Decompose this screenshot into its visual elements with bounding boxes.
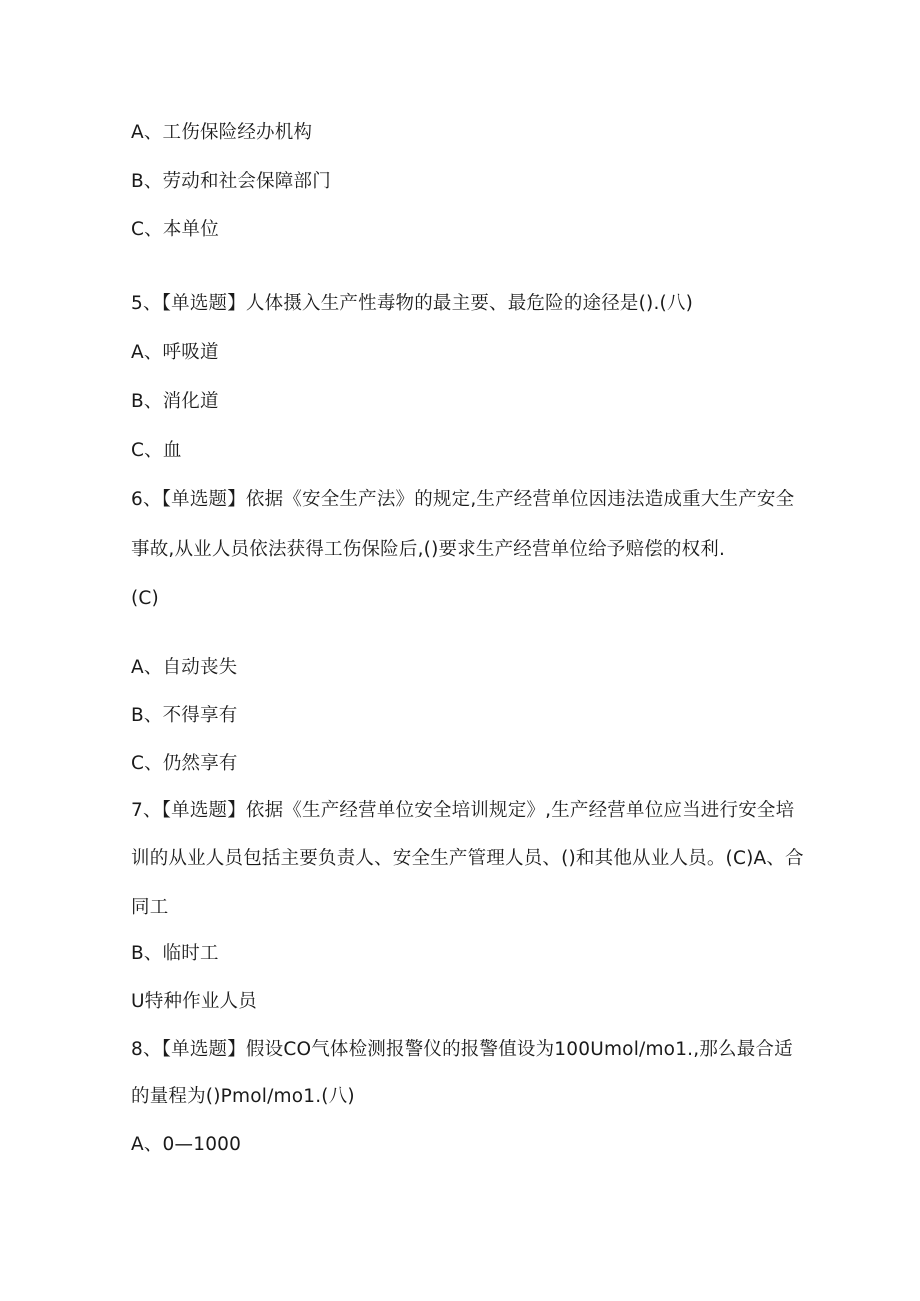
q7-stem-line3: 同工 [131, 897, 169, 918]
q8-stem-line2: 的量程为()Pmol∕mo1.(八) [131, 1086, 355, 1107]
q4-option-c: C、本单位 [131, 219, 219, 240]
q6-option-a: A、自动丧失 [131, 657, 238, 678]
q7-stem-line2: 训的从业人员包括主要负责人、安全生产管理人员、()和其他从业人员。(C)A、合 [131, 848, 804, 869]
q4-option-b: B、劳动和社会保障部门 [131, 171, 331, 192]
q6-stem-line2: 事故,从业人员依法获得工伤保险后,()要求生产经营单位给予赔偿的权利. [131, 539, 726, 560]
q7-option-b: B、临时工 [131, 943, 219, 964]
q7-stem-line1: 7、【单选题】依据《生产经营单位安全培训规定》,生产经营单位应当进行安全培 [131, 800, 795, 821]
q5-option-b: B、消化道 [131, 391, 219, 412]
q6-answer: (C) [131, 588, 159, 609]
q5-option-a: A、呼吸道 [131, 342, 219, 363]
q5-stem: 5、【单选题】人体摄入生产性毒物的最主要、最危险的途径是().(八) [131, 293, 694, 314]
q8-stem-line1: 8、【单选题】假设CO气体检测报警仪的报警值设为100Umol∕mo1.,那么最合适 [131, 1039, 793, 1060]
q6-option-b: B、不得享有 [131, 705, 238, 726]
q5-option-c: C、血 [131, 440, 182, 461]
q7-option-c: U特种作业人员 [131, 991, 257, 1012]
q4-option-a: A、工伤保险经办机构 [131, 122, 313, 143]
q6-stem-line1: 6、【单选题】依据《安全生产法》的规定,生产经营单位因违法造成重大生产安全 [131, 489, 795, 510]
q6-option-c: C、仍然享有 [131, 753, 238, 774]
q8-option-a: A、0—1000 [131, 1134, 242, 1155]
